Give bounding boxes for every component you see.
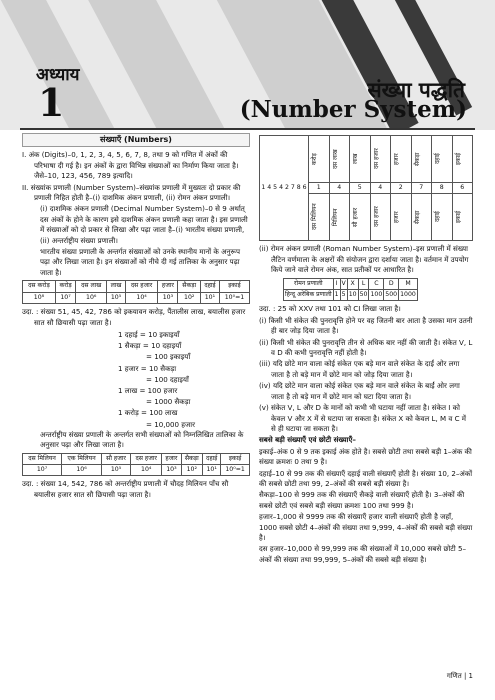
table-cell: 1 — [309, 183, 330, 194]
section-title: संख्याएँ (Numbers) — [22, 133, 250, 147]
unit-conversions — [22, 329, 250, 430]
table-cell: I — [333, 278, 340, 289]
table-cell: 6 — [452, 183, 473, 194]
table-cell: 10⁷ — [23, 464, 62, 475]
table-cell: 4 — [370, 183, 391, 194]
table-header: दस करोड़ — [23, 281, 56, 292]
decimal-system-paragraph: (i) दाशमिक अंकन प्रणाली (Decimal Number System)–0 से 9 अर्थात् दस अंकों के होने के कारण इसे दाशमिक अंकन प्रणाली कहा जाता है। इस प्रणाली में संख्याओं को दो प्रकार से लिखा और पढ़ा जाता है–(i) भारतीय संख्या प्रणाली, (ii) अन्तर्राष्ट्रीय संख्या प्रणाली। — [40, 204, 248, 245]
conversion-line: 1 करोड़ = 100 लाख — [118, 408, 178, 418]
chapter-title-english: (Number System) — [239, 96, 467, 123]
place-definition: हजार–1,000 से 9999 तक की संख्याएँ हजार वाली संख्याएँ होती है जहाँ, 1000 सबसे छोटी 4–अंकों की संख्या तथा 9,999, 4–अंकों की सबसे बड़ी संख्या है। — [259, 512, 473, 542]
table-cell: 2 — [391, 183, 412, 194]
table-cell: 10⁰=1 — [219, 292, 249, 303]
table-cell: 5 — [340, 290, 347, 301]
table-header: दहाई — [432, 194, 453, 241]
place-definition: दहाई–10 से 99 तक की संख्याएँ दहाई वाली संख्याएँ होती है। संख्या 10, 2–अंकों की सबसे छोटी तथा 99, 2–अंकों की सबसे बड़ी संख्या है। — [259, 468, 473, 488]
table-header: सौ हजार — [350, 194, 371, 241]
conversion-line: = 10,000 हजार — [146, 419, 196, 429]
roman-rule: (iv) यदि छोटे मान वाला कोई संकेत एक बड़े मान वाले संकेत के बाईं ओर लगा जाता है तो बड़े मान में छोटे मान को घटा दिया जाता है। — [259, 381, 460, 401]
table-cell: 7 — [411, 183, 432, 194]
table-header: एक मिलियन — [62, 453, 102, 464]
table-cell: 50 — [358, 290, 369, 301]
table-header: हजार — [391, 194, 412, 241]
table-cell: 10¹ — [203, 464, 221, 475]
table-cell: 8 — [432, 183, 453, 194]
table-header: दस हजार — [370, 194, 391, 241]
table-header: लाख — [107, 281, 126, 292]
table-cell: V — [340, 278, 347, 289]
table-cell: 10⁵ — [107, 292, 126, 303]
chapter-label: अध्याय — [36, 65, 80, 85]
indian-place-value-table — [22, 280, 250, 304]
table-header: हिन्दू अरेबिक प्रणाली — [284, 290, 334, 301]
table-header: मिलियन — [329, 194, 350, 241]
table-cell: 4 — [329, 183, 350, 194]
place-definition: दस हजार–10,000 से 99,999 तक की संख्याओं में 10,000 सबसे छोटी 5–अंकों की संख्या तथा 99,999, 5–अंकों की सबसे बड़ी संख्या है। — [259, 544, 467, 564]
roman-example: उदा. : 25 को XXV तथा 101 को CI लिखा जाता है। — [259, 304, 401, 314]
table-cell: 10⁶ — [62, 464, 102, 475]
table-header: दस लाख — [76, 281, 107, 292]
table-header: दहाई — [203, 453, 221, 464]
table-header: इकाई — [221, 453, 250, 464]
table-cell: 500 — [384, 290, 399, 301]
international-system-paragraph: अन्तर्राष्ट्रीय संख्या प्रणाली के अन्तर्गत सभी संख्याओं को निम्नलिखित तालिका के अनुसार पढ़ा और लिखा जाता है। — [40, 429, 244, 450]
table-header: सौ हजार — [102, 453, 131, 464]
table-cell: 1 4 5 4 2 7 8 6 — [260, 136, 309, 241]
place-definition: इकाई–अंक 0 से 9 तक इकाई अंक होते है। सबसे छोटी तथा सबसे बड़ी 1–अंक की संख्या क्रमशः 0 तथा 9 है। — [259, 446, 472, 467]
table-header: दस हजार — [131, 453, 162, 464]
place-definition: सैकड़ा–100 से 999 तक की संख्याएँ सैकड़े वाली संख्याएँ होती है। 3–अंकों की सबसे छोटी एवं सबसे बड़ी संख्या क्रमशः 100 तथा 999 है। — [259, 490, 465, 510]
conversion-line: 1 हजार = 10 सैकड़ा — [118, 363, 177, 373]
table-header: हजार — [162, 453, 181, 464]
conversion-line: 1 सैकड़ा = 10 दहाइयाँ — [118, 341, 182, 351]
table-header: लाख — [350, 136, 371, 183]
footer-label: गणित — [446, 672, 462, 680]
digits-paragraph: I. अंक (Digits)–0, 1, 2, 3, 4, 5, 6, 7, 8, तथा 9 को गणित में अंकों की परिभाषा दी गई है। इन अंकों के द्वारा विभिन्न संख्याओं का निर्माण किया जाता है। जैसे–10, 123, 456, 789 इत्यादि। — [22, 150, 239, 181]
table-cell: 10⁵ — [102, 464, 131, 475]
roman-rule: (i) किसी भी संकेत की पुनरावृत्ति होने पर वह जितनी बार आता है उसका मान उतनी ही बार जोड़ दिया जाता है। — [259, 315, 473, 336]
table-header: इकाई — [452, 136, 473, 183]
table-header: दस मिलियन — [23, 453, 62, 464]
roman-rule: (iii) यदि छोटे मान वाला कोई संकेत एक बड़े मान वाले संकेत के दाईं ओर लगा जाता है तो बड़े मान में छोटे मान को जोड़ दिया जाता है। — [259, 359, 460, 379]
table-header: दहाई — [200, 281, 219, 292]
right-column — [259, 133, 473, 566]
chapter-number: 1 — [38, 80, 65, 125]
conversion-line: = 100 दहाइयाँ — [146, 374, 189, 384]
table-header: करोड़ — [309, 136, 330, 183]
table-header: इकाई — [452, 194, 473, 241]
roman-system-paragraph: (ii) रोमन अंकन प्रणाली (Roman Number System)–इस प्रणाली में संख्या लैटिन वर्णमाला के अक्षरों की संयोजन द्वारा दर्शाया जाता है। वर्तमान में उपयोग किये जाने वाले रोमन अंक, सात प्रतीकों पर आधारित है। — [259, 244, 469, 275]
example-paragraph: उदा. : संख्या 51, 45, 42, 786 को इकयावन करोड़, पैंतालीस लाख, बयालीस हजार सात सौ छियासी पढ़ा जाता है। — [22, 307, 246, 327]
page-number: 1 — [468, 672, 473, 680]
roman-rule: (ii) किसी भी संकेत की पुनरावृत्ति तीन से अधिक बार नहीं की जाती है। संकेत V, L व D की कभी पुनरावृत्ति नहीं होती है। — [259, 337, 473, 358]
page-footer: गणित | 1 — [446, 672, 473, 680]
table-cell: 10⁴ — [131, 464, 162, 475]
conversion-line: 1 लाख = 100 हजार — [118, 385, 178, 395]
number-system-paragraph: II. संख्यांक प्रणाली (Number System)–संख्यांक प्रणाली में मुख्यतः दो प्रकार की प्रणाली निहित होती है–(i) दाशमिक अंकन प्रणाली, (ii) रोमन अंकन प्रणाली। — [22, 182, 241, 203]
conversion-line: = 100 इकाइयाँ — [146, 352, 191, 362]
table-cell: 10¹ — [200, 292, 219, 303]
table-header: रोमन प्रणाली — [284, 278, 334, 289]
table-cell: 10⁷ — [55, 292, 75, 303]
table-header: दस मिलियन — [309, 194, 330, 241]
table-header: दस लाख — [329, 136, 350, 183]
roman-numeral-table — [283, 278, 418, 302]
table-cell: 10² — [181, 464, 203, 475]
table-cell: 10⁸ — [23, 292, 56, 303]
table-cell: 1 — [333, 290, 340, 301]
left-column — [22, 133, 250, 501]
table-cell: 10⁴ — [125, 292, 158, 303]
table-header: हजार — [391, 136, 412, 183]
table-cell: 10³ — [162, 464, 181, 475]
chapter-title-hindi: संख्या पद्धति — [367, 78, 465, 102]
table-cell: 5 — [350, 183, 371, 194]
table-header: दहाई — [432, 136, 453, 183]
table-header: सैकड़ा — [178, 281, 201, 292]
table-header: सैकड़ा — [181, 453, 203, 464]
table-cell: 1000 — [399, 290, 418, 301]
table-cell: 10⁶ — [76, 292, 107, 303]
place-comparison-table — [259, 135, 473, 241]
table-header: दस हजार — [125, 281, 158, 292]
table-cell: 100 — [369, 290, 384, 301]
table-header: करोड़ — [55, 281, 75, 292]
international-place-value-table — [22, 453, 250, 477]
table-header: इकाई — [219, 281, 249, 292]
largest-smallest-heading: सबसे बड़ी संख्याएँ एवं छोटी संख्याएँ– — [259, 435, 356, 445]
table-cell: 10⁰=1 — [221, 464, 250, 475]
table-cell: L — [358, 278, 369, 289]
table-cell: 10 — [347, 290, 358, 301]
indian-system-paragraph: भारतीय संख्या प्रणाली के अन्तर्गत संख्याओं को उनके स्थानीय मानों के अनुरूप पढ़ा और लिखा जाता है। इन संख्याओं को नीचे दी गई तालिका के अनुसार पढ़ा जाता है। — [40, 247, 240, 277]
table-header: सैकड़ा — [411, 194, 432, 241]
table-cell: M — [399, 278, 418, 289]
table-cell: X — [347, 278, 358, 289]
table-header: हजार — [158, 281, 178, 292]
table-header: दस हजार — [370, 136, 391, 183]
table-cell: C — [369, 278, 384, 289]
table-cell: 10² — [178, 292, 201, 303]
conversion-line: 1 दहाई = 10 इकाइयाँ — [118, 329, 180, 339]
table-header: सैकड़ा — [411, 136, 432, 183]
roman-rule: (v) संकेत V, L और D के मानों को कभी भी घटाया नहीं जाता है। संकेत I को केवल V और X में से घटाया जा सकता है। संकेत X को केवल L, M व C में से ही घटाया जा सकता है। — [259, 403, 467, 433]
example-paragraph: उदा. : संख्या 14, 542, 786 को अन्तर्राष्ट्रीय प्रणाली में चौदह मिलियन पाँच सौ बयालीस हजार सात सौ छियासी पढ़ा जाता है। — [22, 479, 229, 499]
table-cell: 10³ — [158, 292, 178, 303]
table-cell: D — [384, 278, 399, 289]
header-rule — [20, 128, 475, 130]
conversion-line: = 1000 सैकड़ा — [146, 397, 191, 407]
